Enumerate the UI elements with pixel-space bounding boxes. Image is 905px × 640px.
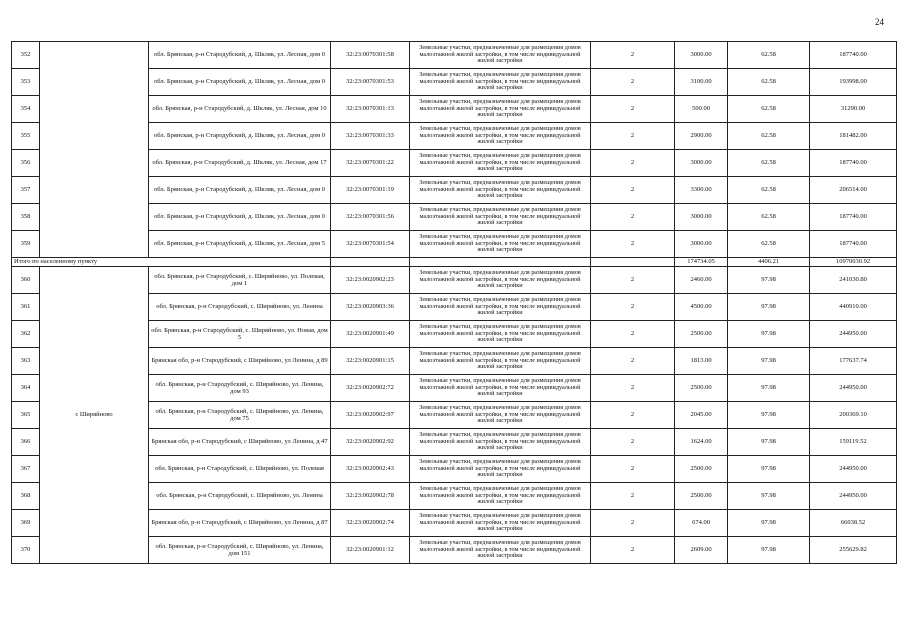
value-cell: 440910.00: [810, 294, 897, 321]
category-count: 2: [591, 429, 675, 456]
land-use-cell: Земельные участки, предназначенные для размещения домов малоэтажной жилой застройки, в том числе индивидуальной жилой застройки: [410, 456, 591, 483]
address-cell: обл. Брянская, р-н Стародубский, д. Шкляк, ул. Лесная, дом 0: [149, 177, 331, 204]
address-cell: обл. Брянская, р-н Стародубский, с. Ширяйново, ул. Ленина: [149, 483, 331, 510]
area-cell: 1624.00: [675, 429, 728, 456]
row-number: 368: [12, 483, 40, 510]
rate-cell: 62.58: [728, 231, 810, 258]
land-use-cell: Земельные участки, предназначенные для размещения домов малоэтажной жилой застройки, в том числе индивидуальной жилой застройки: [410, 267, 591, 294]
row-number: 352: [12, 42, 40, 69]
category-count: 2: [591, 42, 675, 69]
value-cell: 244950.00: [810, 375, 897, 402]
category-count: 2: [591, 267, 675, 294]
land-use-cell: Земельные участки, предназначенные для размещения домов малоэтажной жилой застройки, в том числе индивидуальной жилой застройки: [410, 483, 591, 510]
area-cell: 2500.00: [675, 456, 728, 483]
category-count: 2: [591, 456, 675, 483]
land-use-cell: Земельные участки, предназначенные для размещения домов малоэтажной жилой застройки, в том числе индивидуальной жилой застройки: [410, 69, 591, 96]
rate-cell: 97.98: [728, 483, 810, 510]
land-use-cell: Земельные участки, предназначенные для размещения домов малоэтажной жилой застройки, в том числе индивидуальной жилой застройки: [410, 204, 591, 231]
rate-cell: 97.98: [728, 429, 810, 456]
total-empty-use: [410, 258, 591, 267]
area-cell: 2460.00: [675, 267, 728, 294]
table-row: [12, 267, 897, 294]
address-cell: обл. Брянская, р-н Стародубский, с. Ширяйново, ул. Ленина, дом 151: [149, 537, 331, 564]
category-count: 2: [591, 177, 675, 204]
locality-total-row: [12, 258, 897, 267]
rate-cell: 62.58: [728, 123, 810, 150]
table-body-block-2: [12, 267, 897, 564]
category-count: 2: [591, 375, 675, 402]
value-cell: 187740.00: [810, 42, 897, 69]
cadastral-number: 32:23:0020902:78: [331, 483, 410, 510]
cadastral-number: 32:23:0070301:13: [331, 96, 410, 123]
category-count: 2: [591, 348, 675, 375]
address-cell: обл. Брянская, р-н Стародубский, д. Шкляк, ул. Лесная, дом 0: [149, 42, 331, 69]
value-cell: 244950.00: [810, 483, 897, 510]
value-cell: 181482.00: [810, 123, 897, 150]
address-cell: обл. Брянская, р-н Стародубский, д. Шкляк, ул. Лесная, дом 10: [149, 96, 331, 123]
address-cell: обл. Брянская, р-н Стародубский, д. Шкляк, ул. Лесная, дом 17: [149, 150, 331, 177]
cadastral-number: 32:23:0020902:97: [331, 402, 410, 429]
area-cell: 4500.00: [675, 294, 728, 321]
row-number: 360: [12, 267, 40, 294]
cadastral-number: 32:23:0070301:54: [331, 231, 410, 258]
value-cell: 66038.52: [810, 510, 897, 537]
area-cell: 3000.00: [675, 231, 728, 258]
row-number: 367: [12, 456, 40, 483]
address-cell: обл. Брянская, р-н Стародубский, с. Ширяйново, ул. Полевая: [149, 456, 331, 483]
cadastral-number: 32:23:0070301:58: [331, 42, 410, 69]
table-row: [12, 42, 897, 69]
row-number: 356: [12, 150, 40, 177]
cadastral-number: 32:23:0020902:74: [331, 510, 410, 537]
row-number: 358: [12, 204, 40, 231]
area-cell: 2500.00: [675, 375, 728, 402]
area-cell: 2609.00: [675, 537, 728, 564]
value-cell: 244950.00: [810, 321, 897, 348]
row-number: 364: [12, 375, 40, 402]
value-cell: 193998.00: [810, 69, 897, 96]
rate-cell: 62.58: [728, 150, 810, 177]
page-number: 24: [875, 17, 884, 27]
table-total-row-group: [12, 258, 897, 267]
row-number: 362: [12, 321, 40, 348]
rate-cell: 97.98: [728, 267, 810, 294]
value-cell: 177637.74: [810, 348, 897, 375]
cadastral-number: 32:23:0020902:72: [331, 375, 410, 402]
rate-cell: 97.98: [728, 510, 810, 537]
table-body-block-1: [12, 42, 897, 258]
row-number: 357: [12, 177, 40, 204]
value-cell: 31290.00: [810, 96, 897, 123]
value-cell: 159119.52: [810, 429, 897, 456]
row-number: 363: [12, 348, 40, 375]
value-cell: 187740.00: [810, 150, 897, 177]
value-cell: 255629.82: [810, 537, 897, 564]
rate-cell: 62.58: [728, 42, 810, 69]
cadastral-number: 32:23:0020902:23: [331, 267, 410, 294]
rate-cell: 97.98: [728, 294, 810, 321]
locality-cell: [40, 42, 149, 258]
category-count: 2: [591, 96, 675, 123]
row-number: 369: [12, 510, 40, 537]
cadastral-number: 32:23:0070301:33: [331, 123, 410, 150]
land-use-cell: Земельные участки, предназначенные для размещения домов малоэтажной жилой застройки, в том числе индивидуальной жилой застройки: [410, 402, 591, 429]
total-value: 10970030.92: [810, 258, 897, 267]
value-cell: 200369.10: [810, 402, 897, 429]
land-use-cell: Земельные участки, предназначенные для размещения домов малоэтажной жилой застройки, в том числе индивидуальной жилой застройки: [410, 42, 591, 69]
address-cell: Брянская обл, р-н Стародубский, с Ширяйново, ул Ленина, д 89: [149, 348, 331, 375]
category-count: 2: [591, 231, 675, 258]
land-use-cell: Земельные участки, предназначенные для размещения домов малоэтажной жилой застройки, в том числе индивидуальной жилой застройки: [410, 96, 591, 123]
category-count: 2: [591, 402, 675, 429]
rate-cell: 62.58: [728, 177, 810, 204]
category-count: 2: [591, 321, 675, 348]
value-cell: 241030.80: [810, 267, 897, 294]
value-cell: 187740.00: [810, 231, 897, 258]
area-cell: 2900.00: [675, 123, 728, 150]
category-count: 2: [591, 483, 675, 510]
category-count: 2: [591, 537, 675, 564]
total-label: Итого по населенному пункту: [12, 258, 331, 267]
rate-cell: 97.98: [728, 348, 810, 375]
land-parcel-table: [11, 41, 897, 564]
land-use-cell: Земельные участки, предназначенные для размещения домов малоэтажной жилой застройки, в том числе индивидуальной жилой застройки: [410, 177, 591, 204]
land-use-cell: Земельные участки, предназначенные для размещения домов малоэтажной жилой застройки, в том числе индивидуальной жилой застройки: [410, 294, 591, 321]
row-number: 359: [12, 231, 40, 258]
land-use-cell: Земельные участки, предназначенные для размещения домов малоэтажной жилой застройки, в том числе индивидуальной жилой застройки: [410, 123, 591, 150]
land-use-cell: Земельные участки, предназначенные для размещения домов малоэтажной жилой застройки, в том числе индивидуальной жилой застройки: [410, 429, 591, 456]
rate-cell: 97.98: [728, 402, 810, 429]
land-use-cell: Земельные участки, предназначенные для размещения домов малоэтажной жилой застройки, в том числе индивидуальной жилой застройки: [410, 510, 591, 537]
area-cell: 2045.00: [675, 402, 728, 429]
area-cell: 3100.00: [675, 69, 728, 96]
value-cell: 244950.00: [810, 456, 897, 483]
row-number: 370: [12, 537, 40, 564]
total-rate: 4406.21: [728, 258, 810, 267]
land-use-cell: Земельные участки, предназначенные для размещения домов малоэтажной жилой застройки, в том числе индивидуальной жилой застройки: [410, 231, 591, 258]
area-cell: 3000.00: [675, 150, 728, 177]
cadastral-number: 32:23:0070301:56: [331, 204, 410, 231]
row-number: 365: [12, 402, 40, 429]
address-cell: обл. Брянская, р-н Стародубский, с. Ширяйново, ул. Полевая, дом 1: [149, 267, 331, 294]
address-cell: обл. Брянская, р-н Стародубский, с. Ширяйново, ул. Ленина: [149, 294, 331, 321]
rate-cell: 62.58: [728, 69, 810, 96]
category-count: 2: [591, 510, 675, 537]
area-cell: 3000.00: [675, 42, 728, 69]
cadastral-number: 32:23:0070301:19: [331, 177, 410, 204]
cadastral-number: 32:23:0070301:53: [331, 69, 410, 96]
address-cell: обл. Брянская, р-н Стародубский, д. Шкляк, ул. Лесная, дом 5: [149, 231, 331, 258]
rate-cell: 62.58: [728, 204, 810, 231]
address-cell: обл. Брянская, р-н Стародубский, с. Ширяйново, ул. Ленина, дом 93: [149, 375, 331, 402]
cadastral-number: 32:23:0020901:49: [331, 321, 410, 348]
rate-cell: 97.98: [728, 456, 810, 483]
total-area: 174734.05: [675, 258, 728, 267]
row-number: 355: [12, 123, 40, 150]
cadastral-number: 32:23:0020903:36: [331, 294, 410, 321]
row-number: 354: [12, 96, 40, 123]
area-cell: 1813.00: [675, 348, 728, 375]
cadastral-number: 32:23:0070301:22: [331, 150, 410, 177]
area-cell: 674.00: [675, 510, 728, 537]
address-cell: Брянская обл, р-н Стародубский, с Ширяйново, ул Ленина, д 87: [149, 510, 331, 537]
row-number: 361: [12, 294, 40, 321]
category-count: 2: [591, 294, 675, 321]
rate-cell: 97.98: [728, 537, 810, 564]
address-cell: обл. Брянская, р-н Стародубский, д. Шкляк, ул. Лесная, дом 0: [149, 123, 331, 150]
value-cell: 206514.00: [810, 177, 897, 204]
cadastral-number: 32:23:0020901:12: [331, 537, 410, 564]
total-empty-cadastral: [331, 258, 410, 267]
land-use-cell: Земельные участки, предназначенные для размещения домов малоэтажной жилой застройки, в том числе индивидуальной жилой застройки: [410, 348, 591, 375]
address-cell: обл. Брянская, р-н Стародубский, с. Ширяйново, ул. Новая, дом 5: [149, 321, 331, 348]
land-use-cell: Земельные участки, предназначенные для размещения домов малоэтажной жилой застройки, в том числе индивидуальной жилой застройки: [410, 537, 591, 564]
land-use-cell: Земельные участки, предназначенные для размещения домов малоэтажной жилой застройки, в том числе индивидуальной жилой застройки: [410, 321, 591, 348]
area-cell: 2500.00: [675, 483, 728, 510]
cadastral-number: 32:23:0020901:15: [331, 348, 410, 375]
cadastral-number: 32:23:0020902:92: [331, 429, 410, 456]
row-number: 353: [12, 69, 40, 96]
category-count: 2: [591, 123, 675, 150]
address-cell: обл. Брянская, р-н Стародубский, д. Шкляк, ул. Лесная, дом 0: [149, 69, 331, 96]
locality-cell: с Ширяйново: [40, 267, 149, 564]
address-cell: Брянская обл, р-н Стародубский, с Ширяйново, ул Ленина, д 47: [149, 429, 331, 456]
value-cell: 187740.00: [810, 204, 897, 231]
land-use-cell: Земельные участки, предназначенные для размещения домов малоэтажной жилой застройки, в том числе индивидуальной жилой застройки: [410, 375, 591, 402]
row-number: 366: [12, 429, 40, 456]
address-cell: обл. Брянская, р-н Стародубский, с. Ширяйново, ул. Ленина, дом 75: [149, 402, 331, 429]
rate-cell: 62.58: [728, 96, 810, 123]
category-count: 2: [591, 150, 675, 177]
category-count: 2: [591, 204, 675, 231]
area-cell: 500.00: [675, 96, 728, 123]
area-cell: 3000.00: [675, 204, 728, 231]
rate-cell: 97.98: [728, 375, 810, 402]
area-cell: 2500.00: [675, 321, 728, 348]
category-count: 2: [591, 69, 675, 96]
address-cell: обл. Брянская, р-н Стародубский, д. Шкляк, ул. Лесная, дом 0: [149, 204, 331, 231]
area-cell: 3300.00: [675, 177, 728, 204]
land-use-cell: Земельные участки, предназначенные для размещения домов малоэтажной жилой застройки, в том числе индивидуальной жилой застройки: [410, 150, 591, 177]
total-empty-count: [591, 258, 675, 267]
rate-cell: 97.98: [728, 321, 810, 348]
cadastral-number: 32:23:0020902:43: [331, 456, 410, 483]
